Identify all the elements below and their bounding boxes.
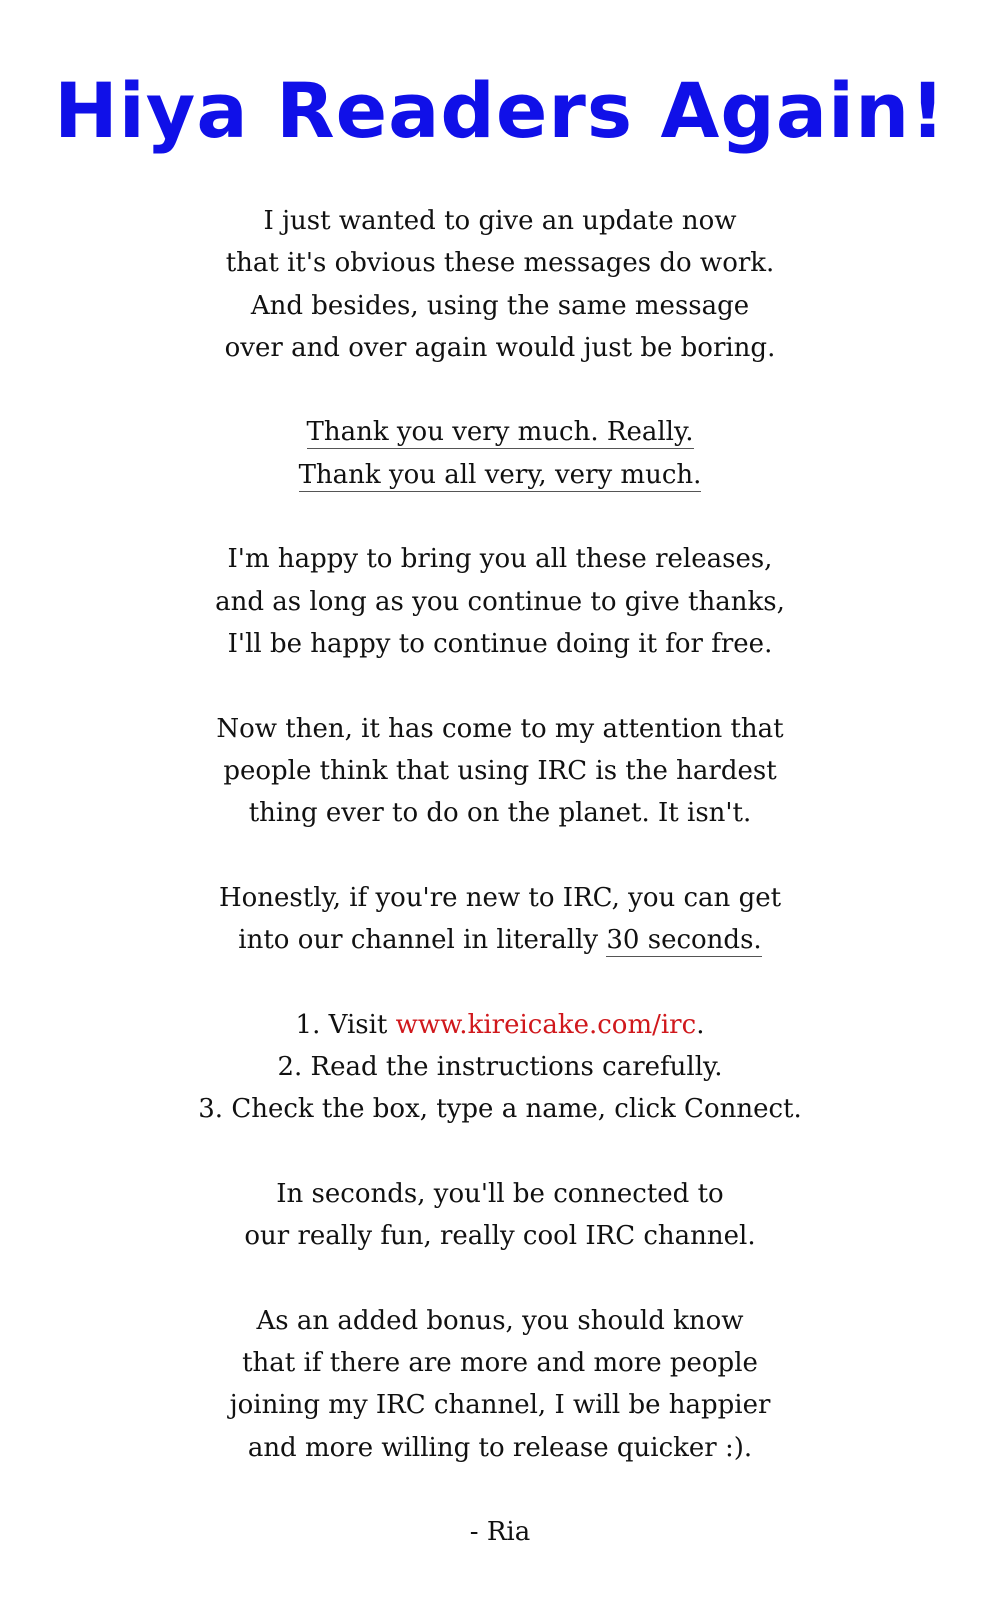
text-line: Now then, it has come to my attention that [216, 713, 784, 744]
text-line: I'll be happy to continue doing it for free. [227, 628, 773, 659]
text-line: over and over again would just be boring. [224, 332, 776, 363]
text-line: our really fun, really cool IRC channel. [244, 1221, 756, 1252]
text-line: and as long as you continue to give thanks, [215, 586, 785, 617]
step-item-2: 2. Read the instructions carefully. [277, 1051, 723, 1082]
text-line: As an added bonus, you should know [256, 1305, 744, 1336]
text-segment: into our channel in literally [238, 925, 607, 956]
step-text: . [696, 1009, 705, 1040]
text-line: that if there are more and more people [242, 1348, 758, 1379]
text-line [0, 411, 1000, 453]
text-line: that it's obvious these messages do work. [225, 248, 775, 279]
underlined-text: Thank you very much. Really. [306, 417, 694, 448]
signature-text: - Ria [469, 1517, 531, 1548]
text-line [0, 919, 1000, 961]
new-to-irc-paragraph [0, 877, 1000, 962]
signature [0, 1511, 1000, 1553]
bonus-paragraph [0, 1300, 1000, 1469]
underlined-text: Thank you all very, very much. [298, 459, 702, 490]
thanks-paragraph [0, 411, 1000, 496]
message-body [0, 200, 1000, 1596]
intro-paragraph [0, 200, 1000, 369]
text-line: Honestly, if you're new to IRC, you can get [218, 882, 782, 913]
step-text: 1. Visit [295, 1009, 396, 1040]
releases-paragraph [0, 538, 1000, 665]
page-title: Hiya Readers Again! [54, 66, 946, 155]
text-line: and more willing to release quicker :). [247, 1432, 753, 1463]
text-line: thing ever to do on the planet. It isn't. [248, 798, 752, 829]
text-line: I just wanted to give an update now [263, 206, 737, 236]
step-item-1 [0, 1004, 1000, 1046]
text-line: And besides, using the same message [250, 290, 750, 321]
text-line: In seconds, you'll be connected to [276, 1178, 724, 1209]
steps-list [0, 1004, 1000, 1131]
text-line [0, 454, 1000, 496]
irc-link[interactable]: www.kireicake.com/irc [395, 1009, 697, 1040]
text-line: I'm happy to bring you all these releases, [227, 544, 773, 575]
step-item-3: 3. Check the box, type a name, click Connect. [198, 1094, 802, 1125]
text-line: joining my IRC channel, I will be happier [229, 1390, 771, 1421]
underlined-text: 30 seconds. [606, 925, 762, 956]
text-line: people think that using IRC is the hardest [223, 755, 777, 786]
irc-paragraph [0, 708, 1000, 835]
connected-paragraph [0, 1173, 1000, 1258]
